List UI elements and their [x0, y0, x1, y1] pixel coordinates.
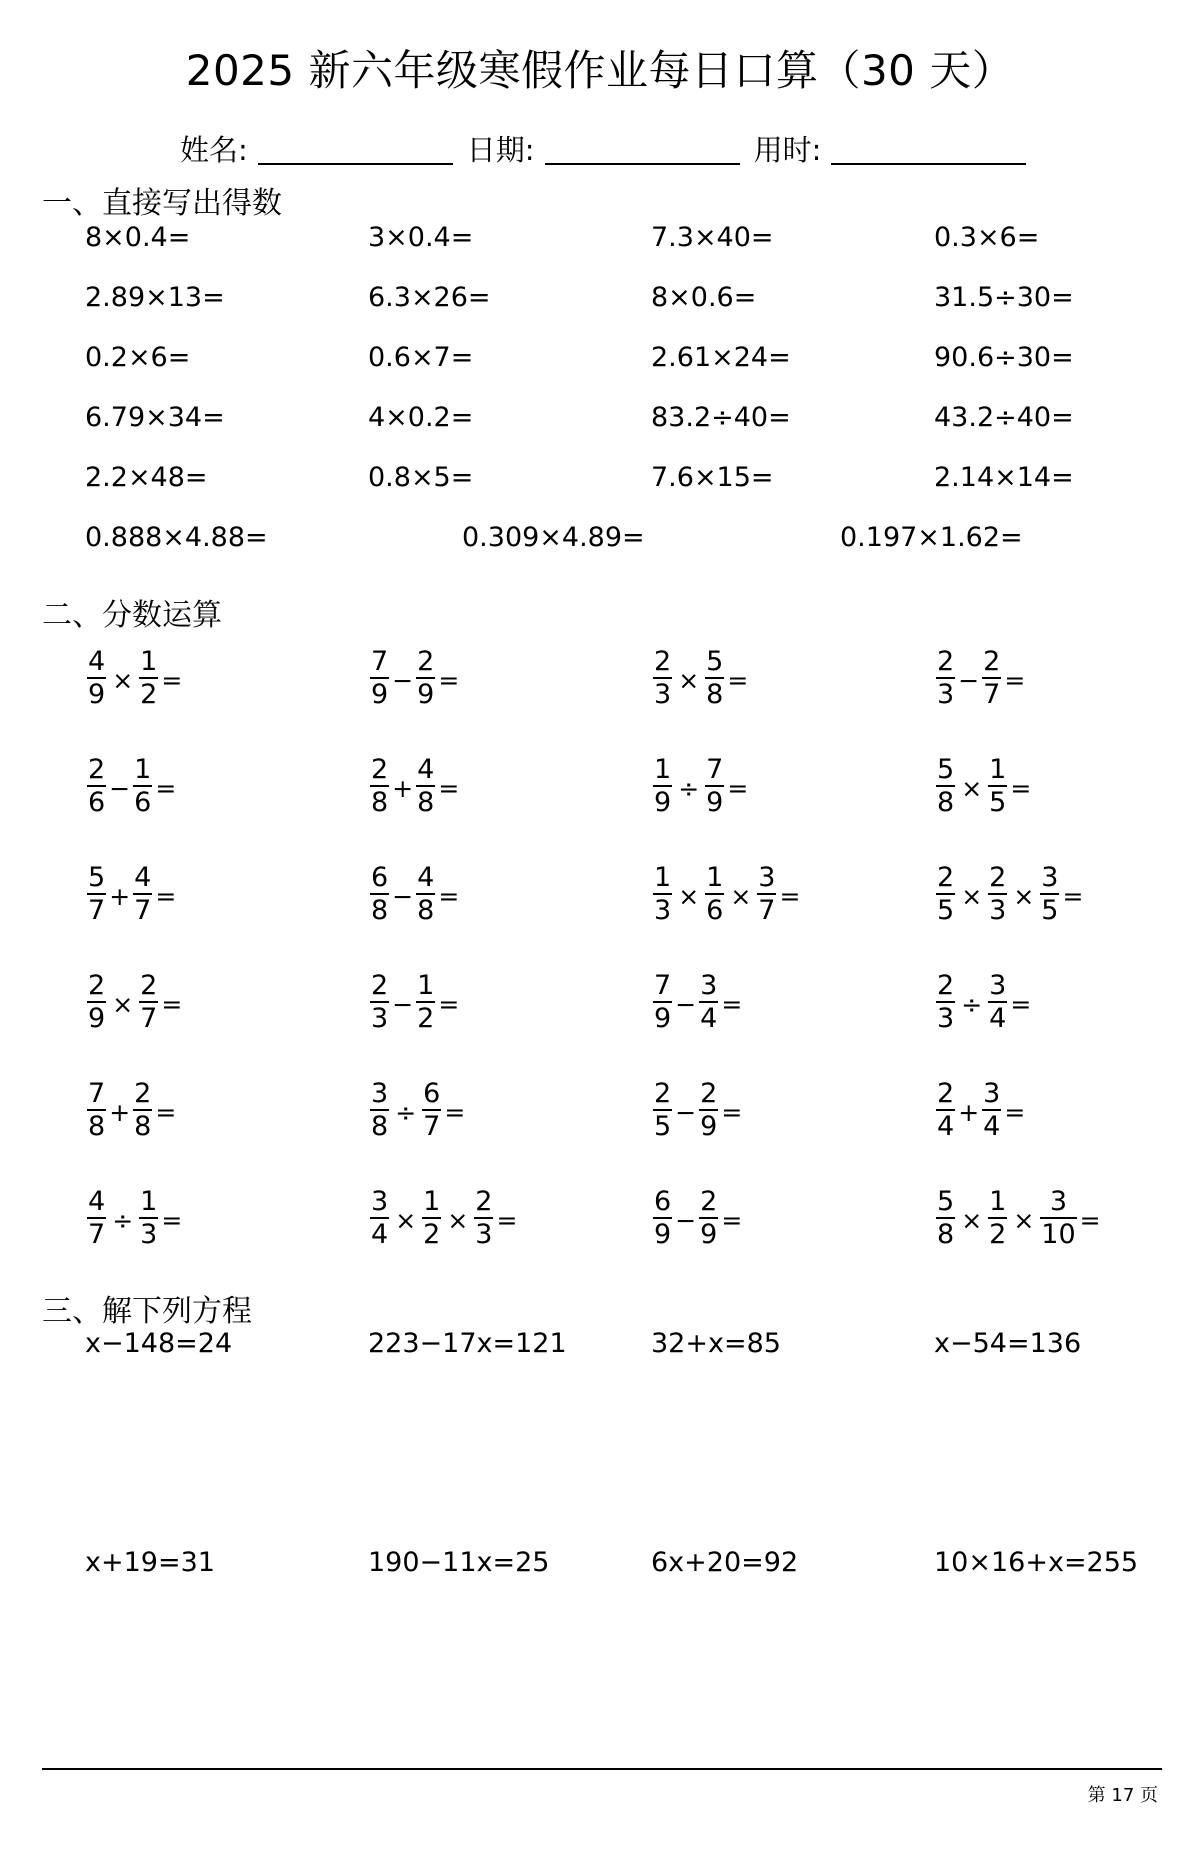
operator: − [675, 1097, 697, 1127]
fraction-problem [85, 859, 176, 929]
fraction [474, 1186, 493, 1250]
numerator: 3 [983, 1078, 1001, 1109]
fraction [416, 970, 435, 1034]
fraction [699, 1186, 718, 1250]
equals-sign: = [161, 989, 183, 1019]
numerator: 1 [417, 970, 435, 1001]
fraction [705, 862, 724, 926]
numerator: 2 [654, 1078, 672, 1109]
denominator: 4 [937, 1111, 955, 1142]
denominator: 9 [700, 1219, 718, 1250]
numerator: 1 [134, 754, 152, 785]
numerator: 2 [937, 646, 955, 677]
problem: 0.2×6= [85, 342, 191, 373]
equals-sign: = [438, 773, 460, 803]
fraction [87, 1186, 106, 1250]
fraction [1040, 1186, 1076, 1250]
problem: 90.6÷30= [934, 342, 1074, 373]
denominator: 5 [989, 787, 1007, 818]
equals-sign: = [1004, 665, 1026, 695]
numerator: 2 [983, 646, 1001, 677]
fraction [133, 1078, 152, 1142]
problem: 6.79×34= [85, 402, 225, 433]
section3-title: 三、解下列方程 [42, 1294, 252, 1329]
fraction-problem [651, 1075, 742, 1145]
operator: × [447, 1205, 469, 1235]
denominator: 9 [654, 787, 672, 818]
fraction [416, 862, 435, 926]
numerator: 2 [700, 1078, 718, 1109]
fraction [653, 646, 672, 710]
numerator: 2 [417, 646, 435, 677]
date-blank[interactable] [545, 135, 740, 165]
fraction [422, 1186, 441, 1250]
fraction [139, 970, 158, 1034]
fraction [370, 970, 389, 1034]
fraction-problem [368, 967, 459, 1037]
equals-sign: = [721, 989, 743, 1019]
equals-sign: = [1004, 1097, 1026, 1127]
fraction-problem [651, 643, 748, 713]
denominator: 8 [417, 787, 435, 818]
page-number: 第 17 页 [1087, 1785, 1158, 1806]
denominator: 3 [140, 1219, 158, 1250]
numerator: 3 [371, 1078, 389, 1109]
denominator: 9 [417, 679, 435, 710]
date-label: 日期: [466, 133, 535, 167]
fraction [653, 754, 672, 818]
problem: 31.5÷30= [934, 282, 1074, 313]
fraction [936, 970, 955, 1034]
operator: − [958, 665, 980, 695]
denominator: 3 [654, 895, 672, 926]
footer-divider [42, 1768, 1162, 1770]
denominator: 2 [417, 1003, 435, 1034]
fraction-problem [934, 1183, 1101, 1253]
operator: − [392, 665, 414, 695]
problem: 0.309×4.89= [462, 522, 645, 553]
numerator: 2 [134, 1078, 152, 1109]
operator: ÷ [112, 1205, 134, 1235]
numerator: 3 [1041, 862, 1059, 893]
fraction-problem [651, 967, 742, 1037]
problem: 2.2×48= [85, 462, 208, 493]
numerator: 4 [88, 646, 106, 677]
fraction-problem [368, 643, 459, 713]
operator: ÷ [395, 1097, 417, 1127]
denominator: 8 [937, 787, 955, 818]
denominator: 3 [989, 895, 1007, 926]
denominator: 8 [88, 1111, 106, 1142]
denominator: 3 [654, 679, 672, 710]
operator: × [678, 665, 700, 695]
numerator: 2 [989, 862, 1007, 893]
equals-sign: = [496, 1205, 518, 1235]
equals-sign: = [727, 773, 749, 803]
denominator: 3 [371, 1003, 389, 1034]
numerator: 2 [140, 970, 158, 1001]
fraction-problem [651, 859, 800, 929]
problem: 0.3×6= [934, 222, 1040, 253]
fraction-problem [85, 1075, 176, 1145]
operator: × [395, 1205, 417, 1235]
numerator: 7 [706, 754, 724, 785]
numerator: 3 [700, 970, 718, 1001]
fraction-problem [85, 1183, 182, 1253]
fraction [416, 754, 435, 818]
page-title: 2025 新六年级寒假作业每日口算（30 天） [185, 46, 1015, 95]
fraction-problem [934, 1075, 1025, 1145]
fraction-problem [368, 859, 459, 929]
fraction-problem [934, 643, 1025, 713]
equals-sign: = [155, 773, 177, 803]
problem: 2.14×14= [934, 462, 1074, 493]
numerator: 5 [937, 754, 955, 785]
problem: 10×16+x=255 [934, 1547, 1139, 1578]
equals-sign: = [1079, 1205, 1101, 1235]
numerator: 7 [654, 970, 672, 1001]
fraction [370, 754, 389, 818]
operator: × [1013, 1205, 1035, 1235]
denominator: 9 [371, 679, 389, 710]
equals-sign: = [1062, 881, 1084, 911]
fraction [936, 754, 955, 818]
numerator: 7 [88, 1078, 106, 1109]
denominator: 2 [423, 1219, 441, 1250]
fraction [1040, 862, 1059, 926]
numerator: 3 [758, 862, 776, 893]
denominator: 2 [140, 679, 158, 710]
denominator: 4 [371, 1219, 389, 1250]
fraction [422, 1078, 441, 1142]
fraction [988, 970, 1007, 1034]
problem: 7.6×15= [651, 462, 774, 493]
denominator: 3 [937, 1003, 955, 1034]
numerator: 7 [371, 646, 389, 677]
fraction [653, 862, 672, 926]
problem: 223−17x=121 [368, 1328, 567, 1359]
numerator: 1 [989, 1186, 1007, 1217]
numerator: 2 [937, 970, 955, 1001]
denominator: 6 [88, 787, 106, 818]
denominator: 5 [654, 1111, 672, 1142]
problem: 43.2÷40= [934, 402, 1074, 433]
problem: 0.6×7= [368, 342, 474, 373]
problem: 6x+20=92 [651, 1547, 799, 1578]
denominator: 2 [989, 1219, 1007, 1250]
fraction-problem [651, 1183, 742, 1253]
denominator: 8 [937, 1219, 955, 1250]
numerator: 2 [654, 646, 672, 677]
operator: − [675, 1205, 697, 1235]
fraction [139, 646, 158, 710]
fraction-problem [368, 1183, 517, 1253]
fraction [653, 1186, 672, 1250]
operator: × [961, 1205, 983, 1235]
fraction [936, 862, 955, 926]
problem: 4×0.2= [368, 402, 474, 433]
numerator: 1 [706, 862, 724, 893]
fraction [370, 1186, 389, 1250]
fraction [653, 970, 672, 1034]
operator: × [112, 665, 134, 695]
operator: × [678, 881, 700, 911]
problem: 8×0.4= [85, 222, 191, 253]
fraction [87, 1078, 106, 1142]
numerator: 1 [140, 646, 158, 677]
equals-sign: = [444, 1097, 466, 1127]
denominator: 5 [1041, 895, 1059, 926]
operator: × [961, 881, 983, 911]
equals-sign: = [779, 881, 801, 911]
denominator: 8 [417, 895, 435, 926]
equals-sign: = [1010, 989, 1032, 1019]
equals-sign: = [155, 881, 177, 911]
denominator: 9 [88, 1003, 106, 1034]
fraction [370, 646, 389, 710]
numerator: 1 [423, 1186, 441, 1217]
operator: + [109, 881, 131, 911]
name-blank[interactable] [258, 135, 453, 165]
problem: 0.197×1.62= [840, 522, 1023, 553]
numerator: 3 [989, 970, 1007, 1001]
student-info-line [180, 128, 1040, 169]
numerator: 2 [937, 1078, 955, 1109]
numerator: 5 [937, 1186, 955, 1217]
denominator: 7 [758, 895, 776, 926]
fraction [87, 754, 106, 818]
operator: × [730, 881, 752, 911]
denominator: 9 [654, 1003, 672, 1034]
denominator: 5 [937, 895, 955, 926]
denominator: 3 [475, 1219, 493, 1250]
name-label: 姓名: [180, 133, 248, 167]
numerator: 2 [371, 754, 389, 785]
denominator: 9 [700, 1111, 718, 1142]
equals-sign: = [721, 1205, 743, 1235]
equals-sign: = [727, 665, 749, 695]
fraction-problem [934, 859, 1083, 929]
numerator: 2 [475, 1186, 493, 1217]
denominator: 9 [88, 679, 106, 710]
numerator: 6 [371, 862, 389, 893]
operator: ÷ [961, 989, 983, 1019]
equals-sign: = [438, 665, 460, 695]
fraction-problem [934, 967, 1031, 1037]
fraction [370, 1078, 389, 1142]
operator: + [958, 1097, 980, 1127]
problem: 2.89×13= [85, 282, 225, 313]
fraction [705, 646, 724, 710]
denominator: 8 [371, 1111, 389, 1142]
denominator: 6 [706, 895, 724, 926]
equals-sign: = [155, 1097, 177, 1127]
numerator: 1 [654, 862, 672, 893]
fraction [982, 1078, 1001, 1142]
operator: + [109, 1097, 131, 1127]
operator: − [392, 881, 414, 911]
operator: × [1013, 881, 1035, 911]
numerator: 6 [654, 1186, 672, 1217]
fraction [936, 1186, 955, 1250]
fraction [139, 1186, 158, 1250]
problem: 190−11x=25 [368, 1547, 550, 1578]
numerator: 5 [88, 862, 106, 893]
denominator: 7 [88, 895, 106, 926]
fraction [988, 1186, 1007, 1250]
numerator: 4 [134, 862, 152, 893]
time-label: 用时: [753, 133, 822, 167]
numerator: 6 [423, 1078, 441, 1109]
operator: − [392, 989, 414, 1019]
section1-title: 一、直接写出得数 [42, 186, 282, 221]
fraction-problem [934, 751, 1031, 821]
denominator: 4 [700, 1003, 718, 1034]
equals-sign: = [438, 989, 460, 1019]
operator: + [392, 773, 414, 803]
fraction [705, 754, 724, 818]
numerator: 4 [88, 1186, 106, 1217]
fraction-problem [368, 751, 459, 821]
numerator: 2 [937, 862, 955, 893]
fraction [982, 646, 1001, 710]
problem: 32+x=85 [651, 1328, 781, 1359]
denominator: 7 [140, 1003, 158, 1034]
fraction [699, 1078, 718, 1142]
operator: ÷ [678, 773, 700, 803]
operator: × [112, 989, 134, 1019]
denominator: 8 [371, 895, 389, 926]
section2-title: 二、分数运算 [42, 598, 222, 633]
numerator: 4 [417, 754, 435, 785]
fraction [988, 862, 1007, 926]
fraction [757, 862, 776, 926]
fraction [653, 1078, 672, 1142]
problem: 3×0.4= [368, 222, 474, 253]
equals-sign: = [1010, 773, 1032, 803]
fraction-problem [85, 967, 182, 1037]
equals-sign: = [161, 665, 183, 695]
denominator: 7 [134, 895, 152, 926]
operator: × [961, 773, 983, 803]
numerator: 2 [371, 970, 389, 1001]
denominator: 10 [1041, 1219, 1076, 1250]
denominator: 4 [989, 1003, 1007, 1034]
problem: 2.61×24= [651, 342, 791, 373]
numerator: 2 [88, 754, 106, 785]
equals-sign: = [721, 1097, 743, 1127]
fraction [936, 646, 955, 710]
denominator: 7 [88, 1219, 106, 1250]
fraction [133, 754, 152, 818]
denominator: 8 [371, 787, 389, 818]
fraction-problem [651, 751, 748, 821]
numerator: 1 [140, 1186, 158, 1217]
denominator: 3 [937, 679, 955, 710]
problem: 7.3×40= [651, 222, 774, 253]
time-blank[interactable] [831, 135, 1026, 165]
numerator: 3 [371, 1186, 389, 1217]
fraction-problem [85, 751, 176, 821]
denominator: 8 [706, 679, 724, 710]
fraction [699, 970, 718, 1034]
operator: − [109, 773, 131, 803]
denominator: 8 [134, 1111, 152, 1142]
numerator: 5 [706, 646, 724, 677]
numerator: 3 [1049, 1186, 1068, 1217]
problem: 0.888×4.88= [85, 522, 268, 553]
denominator: 7 [423, 1111, 441, 1142]
equals-sign: = [161, 1205, 183, 1235]
problem: x−54=136 [934, 1328, 1082, 1359]
numerator: 2 [88, 970, 106, 1001]
fraction-problem [368, 1075, 465, 1145]
numerator: 2 [700, 1186, 718, 1217]
numerator: 1 [654, 754, 672, 785]
fraction [370, 862, 389, 926]
problem: 83.2÷40= [651, 402, 791, 433]
fraction [988, 754, 1007, 818]
problem: 8×0.6= [651, 282, 757, 313]
fraction [416, 646, 435, 710]
denominator: 7 [983, 679, 1001, 710]
fraction [936, 1078, 955, 1142]
fraction [133, 862, 152, 926]
numerator: 1 [989, 754, 1007, 785]
fraction [87, 646, 106, 710]
fraction [87, 970, 106, 1034]
problem: 0.8×5= [368, 462, 474, 493]
fraction-problem [85, 643, 182, 713]
problem: x−148=24 [85, 1328, 233, 1359]
numerator: 4 [417, 862, 435, 893]
denominator: 4 [983, 1111, 1001, 1142]
denominator: 9 [654, 1219, 672, 1250]
denominator: 9 [706, 787, 724, 818]
equals-sign: = [438, 881, 460, 911]
denominator: 6 [134, 787, 152, 818]
problem: 6.3×26= [368, 282, 491, 313]
operator: − [675, 989, 697, 1019]
fraction [87, 862, 106, 926]
problem: x+19=31 [85, 1547, 215, 1578]
